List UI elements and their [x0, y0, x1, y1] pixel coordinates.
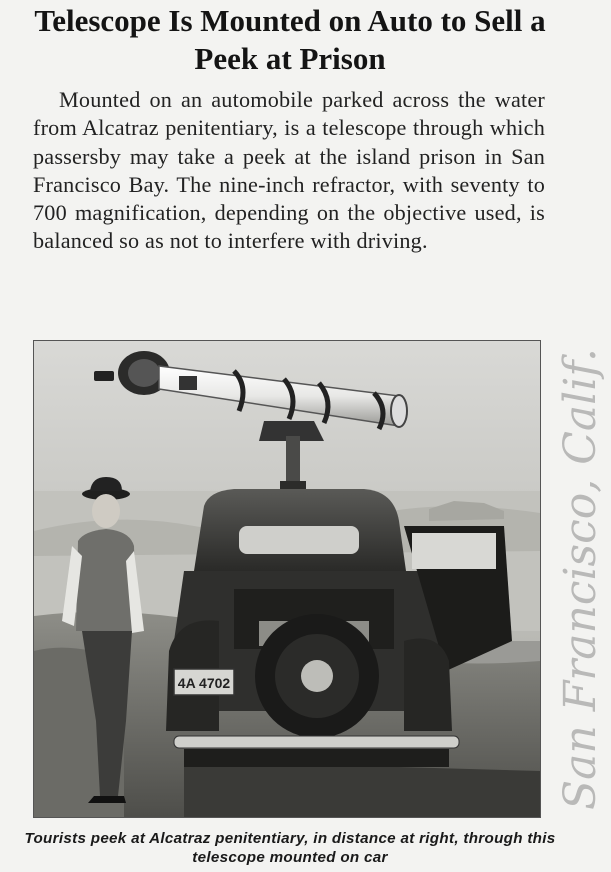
article-body: Mounted on an automobile parked across the water from Alcatraz penitentiary, is a telescope through which passersby may take a peek at the island prison in San Francisco Bay. The nine-inch refractor, with seventy to 700 magnification, depending on the objective used, is balanced so as not to interfere with driving. — [33, 87, 545, 254]
article-headline: Telescope Is Mounted on Auto to Sell a Peek at Prison — [34, 3, 546, 76]
door-window — [412, 533, 496, 569]
handwritten-annotation — [530, 250, 610, 850]
photo-caption: Tourists peek at Alcatraz penitentiary, in distance at right, through this telescope mounted on car — [24, 830, 556, 866]
rear-window — [239, 526, 359, 554]
article-photo — [33, 340, 541, 818]
rear-bumper — [174, 736, 459, 748]
handwritten-note: San Francisco, Calif. — [555, 348, 606, 810]
license-plate-number: 4A 4702 — [177, 675, 231, 691]
